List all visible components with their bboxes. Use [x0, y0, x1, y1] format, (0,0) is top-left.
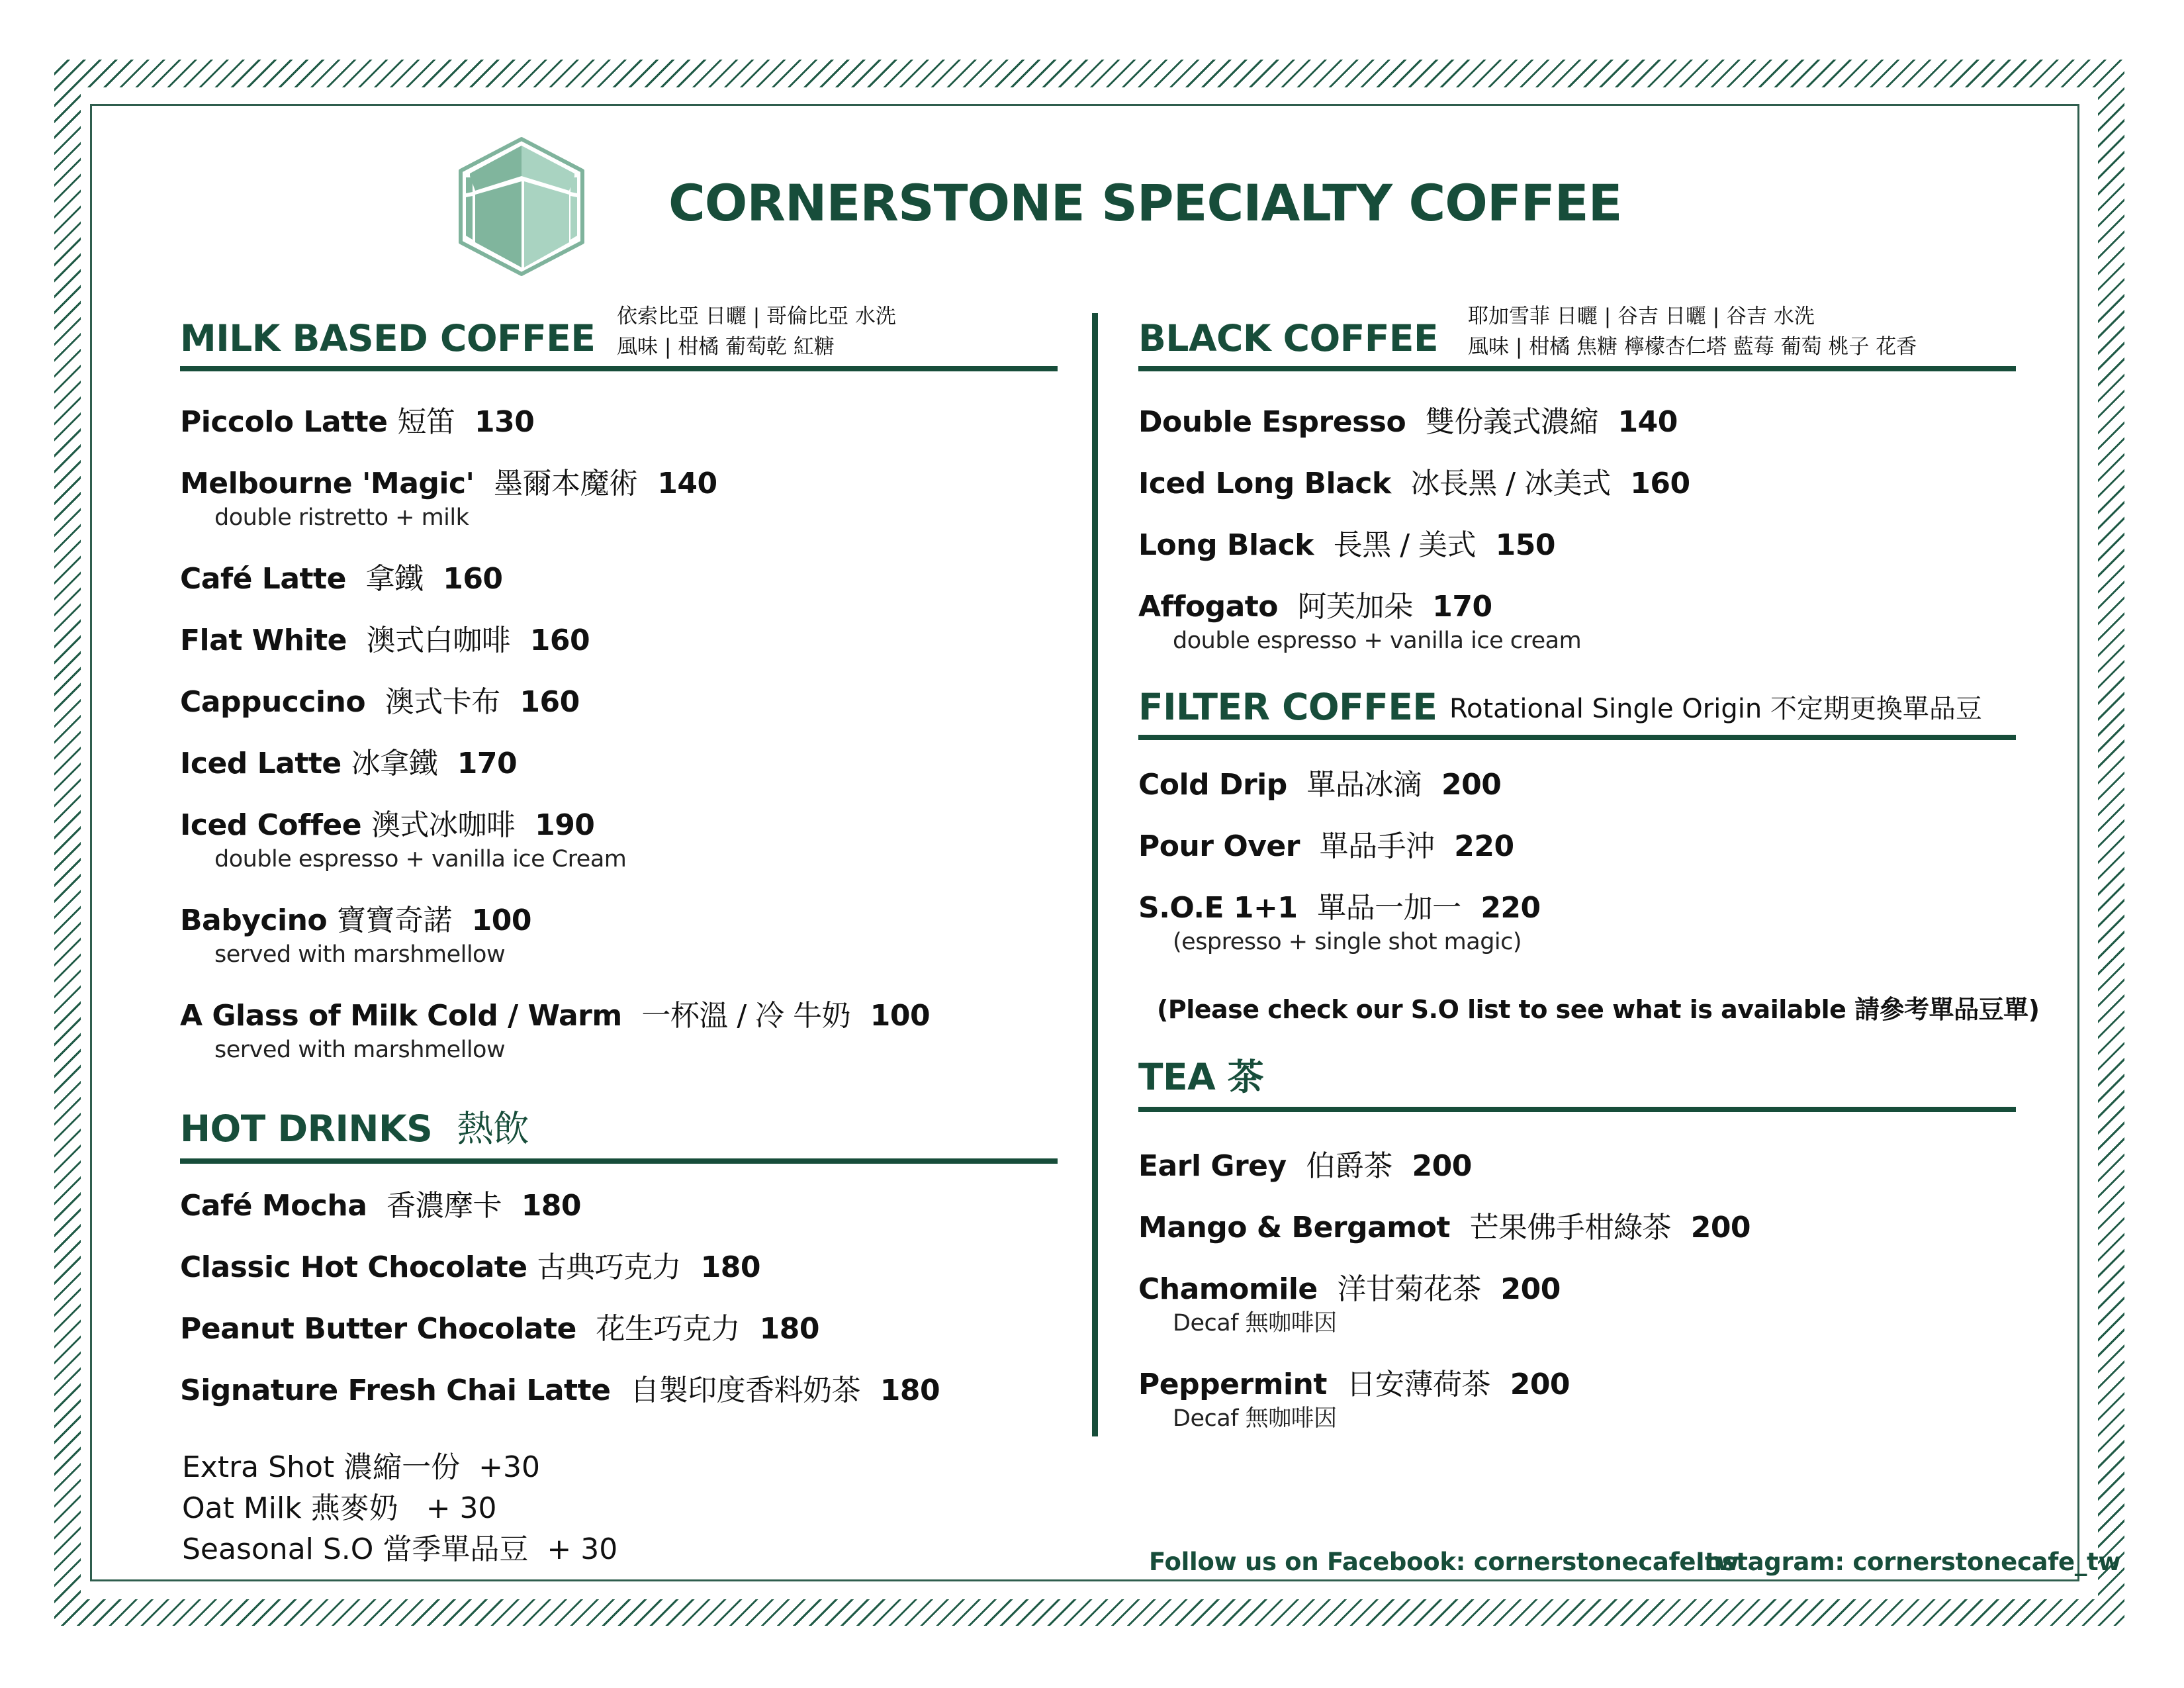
availability-notice: (Please check our S.O list to see what is available 請參考單品豆單) — [1157, 995, 2040, 1024]
item-name: Peppermint — [1138, 1368, 1327, 1401]
item-name: Peanut Butter Chocolate — [180, 1312, 576, 1346]
item-price: 200 — [1510, 1368, 1570, 1401]
menu-item — [180, 684, 580, 721]
item-name: Cappuccino — [180, 685, 366, 719]
item-note: Decaf 無咖啡因 — [1173, 1310, 1337, 1336]
item-price: 160 — [529, 624, 590, 657]
item-price: 160 — [520, 685, 580, 719]
section-header-tea — [1138, 1047, 2016, 1112]
hexagon-cube-logo-icon — [457, 136, 586, 277]
item-name: S.O.E 1+1 — [1138, 891, 1298, 925]
addon-item — [182, 1529, 617, 1570]
item-name-zh: 單品手沖 — [1319, 829, 1435, 863]
menu-item — [180, 745, 517, 782]
origin-note-line1: 耶加雪菲 日曬 | 谷吉 日曬 | 谷吉 水洗 — [1468, 305, 1815, 328]
section-header-milk-based — [180, 306, 1058, 371]
origin-note-line2: 風味 | 柑橘 葡萄乾 紅糖 — [617, 335, 835, 359]
item-name: Cold Drip — [1138, 768, 1287, 802]
item-name: Chamomile — [1138, 1272, 1318, 1306]
item-price: 170 — [1432, 590, 1492, 624]
item-note: served with marshmellow — [214, 941, 506, 968]
item-name-zh: 澳式卡布 — [385, 685, 500, 719]
item-price: 200 — [1412, 1149, 1472, 1183]
menu-item — [1138, 1148, 1472, 1185]
column-divider — [1092, 313, 1098, 1436]
menu-item — [1138, 1209, 1751, 1246]
item-name: Long Black — [1138, 528, 1314, 562]
item-name-zh: 澳式冰咖啡 — [371, 808, 516, 842]
menu-item — [180, 404, 534, 441]
item-name: Babycino — [180, 904, 328, 937]
item-name-zh: 冰長黑 / 冰美式 — [1410, 467, 1611, 500]
addon-label: Seasonal S.O 當季單品豆 — [182, 1532, 529, 1566]
addon-price: + 30 — [547, 1532, 618, 1566]
item-note: (espresso + single shot magic) — [1173, 929, 1522, 955]
section-header-black-coffee — [1138, 306, 2016, 371]
item-name: Mango & Bergamot — [1138, 1211, 1450, 1244]
section-header-filter-coffee — [1138, 675, 2016, 740]
item-name-zh: 寶寶奇諾 — [336, 904, 452, 937]
item-price: 140 — [1617, 405, 1678, 439]
menu-item — [180, 465, 717, 533]
menu-item — [1138, 588, 1581, 656]
item-name: Café Latte — [180, 562, 346, 596]
item-price: 100 — [870, 999, 931, 1033]
item-name: Iced Latte — [180, 747, 341, 780]
origin-note-line1: 依索比亞 日曬 | 哥倫比亞 水洗 — [617, 305, 896, 328]
menu-item — [1138, 1271, 1561, 1338]
addon-price: +30 — [478, 1450, 540, 1484]
item-name-zh: 古典巧克力 — [537, 1250, 681, 1284]
item-price: 200 — [1500, 1272, 1561, 1306]
menu-item — [180, 1372, 940, 1409]
item-name-zh: 花生巧克力 — [596, 1312, 741, 1346]
facebook-link[interactable]: Follow us on Facebook: cornerstonecafe.tw — [1149, 1548, 1739, 1576]
section-title: BLACK COFFEE — [1138, 317, 1439, 359]
item-price: 150 — [1495, 528, 1555, 562]
item-name: Melbourne 'Magic' — [180, 467, 475, 500]
item-name: Flat White — [180, 624, 347, 657]
item-price: 180 — [521, 1189, 582, 1223]
item-name: Earl Grey — [1138, 1149, 1287, 1183]
item-name: Classic Hot Chocolate — [180, 1250, 527, 1284]
item-name-zh: 雙份義式濃縮 — [1425, 405, 1598, 439]
item-note: double espresso + vanilla ice Cream — [214, 846, 627, 872]
menu-item — [180, 998, 930, 1065]
item-price: 200 — [1690, 1211, 1751, 1244]
section-title — [180, 1100, 529, 1152]
item-name-zh: 墨爾本魔術 — [494, 467, 638, 500]
item-name-zh: 香濃摩卡 — [387, 1189, 502, 1223]
item-name: Double Espresso — [1138, 405, 1406, 439]
item-price: 220 — [1454, 829, 1514, 863]
section-title-zh: 熱飲 — [457, 1107, 529, 1150]
menu-item — [180, 1249, 760, 1286]
addon-label: Extra Shot 濃縮一份 — [182, 1450, 461, 1484]
item-name-zh: 單品一加一 — [1317, 891, 1461, 925]
item-name: Iced Long Black — [1138, 467, 1391, 500]
item-price: 180 — [700, 1250, 760, 1284]
item-name: Café Mocha — [180, 1189, 367, 1223]
item-price: 100 — [471, 904, 531, 937]
section-title: FILTER COFFEE — [1138, 686, 1437, 728]
item-name-zh: 長黑 / 美式 — [1333, 528, 1476, 562]
menu-item — [1138, 527, 1555, 564]
item-price: 180 — [880, 1374, 940, 1407]
item-name-zh: 一杯溫 / 冷 牛奶 — [641, 999, 851, 1033]
item-price: 180 — [759, 1312, 820, 1346]
menu-item — [180, 561, 503, 598]
item-note: double espresso + vanilla ice cream — [1173, 628, 1582, 654]
addon-item — [182, 1447, 540, 1488]
item-name-zh: 單品冰滴 — [1306, 768, 1422, 802]
item-note: served with marshmellow — [214, 1037, 506, 1063]
item-price: 170 — [457, 747, 518, 780]
item-name-zh: 芒果佛手柑綠茶 — [1469, 1211, 1672, 1244]
section-header-hot-drinks — [180, 1099, 1058, 1164]
item-name: Iced Coffee — [180, 808, 362, 842]
item-note: double ristretto + milk — [214, 504, 469, 531]
instagram-link[interactable]: Instagram: cornerstonecafe_tw — [1696, 1548, 2121, 1576]
item-name: Affogato — [1138, 590, 1279, 624]
item-name: Signature Fresh Chai Latte — [180, 1374, 611, 1407]
item-price: 200 — [1441, 768, 1502, 802]
menu-item — [180, 902, 531, 970]
item-name-zh: 自製印度香料奶茶 — [630, 1374, 861, 1407]
section-title: MILK BASED COFFEE — [180, 317, 596, 359]
item-name: A Glass of Milk Cold / Warm — [180, 999, 622, 1033]
item-name-zh: 日安薄荷茶 — [1346, 1368, 1491, 1401]
menu-item — [180, 622, 590, 659]
menu-item — [1138, 828, 1514, 865]
section-subtitle: Rotational Single Origin 不定期更換單品豆 — [1449, 694, 1982, 724]
item-name-zh: 洋甘菊花茶 — [1337, 1272, 1481, 1306]
menu-item — [1138, 404, 1678, 441]
item-name-zh: 澳式白咖啡 — [366, 624, 511, 657]
section-title-en: HOT DRINKS — [180, 1107, 433, 1150]
item-price: 160 — [1630, 467, 1690, 500]
item-price: 220 — [1480, 891, 1541, 925]
menu-item — [1138, 767, 1501, 804]
origin-note-line2: 風味 | 柑橘 焦糖 檸檬杏仁塔 藍莓 葡萄 桃子 花香 — [1468, 335, 1917, 359]
addon-price: + 30 — [426, 1491, 497, 1525]
addon-label: Oat Milk 燕麥奶 — [182, 1491, 398, 1525]
item-name: Pour Over — [1138, 829, 1300, 863]
menu-item — [1138, 465, 1690, 502]
item-name-zh: 伯爵茶 — [1306, 1149, 1392, 1183]
menu-item — [1138, 890, 1541, 957]
item-price: 160 — [443, 562, 503, 596]
item-note: Decaf 無咖啡因 — [1173, 1405, 1337, 1432]
item-name-zh: 阿芙加朵 — [1297, 590, 1413, 624]
menu-item — [1138, 1366, 1570, 1434]
page-title: CORNERSTONE SPECIALTY COFFEE — [668, 173, 1622, 232]
menu-item — [180, 807, 626, 874]
item-price: 130 — [474, 405, 535, 439]
menu-item — [180, 1188, 581, 1225]
item-name-zh: 拿鐵 — [365, 562, 424, 596]
item-name: Piccolo Latte — [180, 405, 388, 439]
item-name-zh: 短笛 — [397, 405, 455, 439]
menu-item — [180, 1311, 819, 1348]
item-price: 140 — [657, 467, 717, 500]
addon-item — [182, 1488, 497, 1529]
section-title: TEA 茶 — [1138, 1056, 1264, 1098]
item-name-zh: 冰拿鐵 — [351, 747, 438, 780]
item-price: 190 — [535, 808, 595, 842]
